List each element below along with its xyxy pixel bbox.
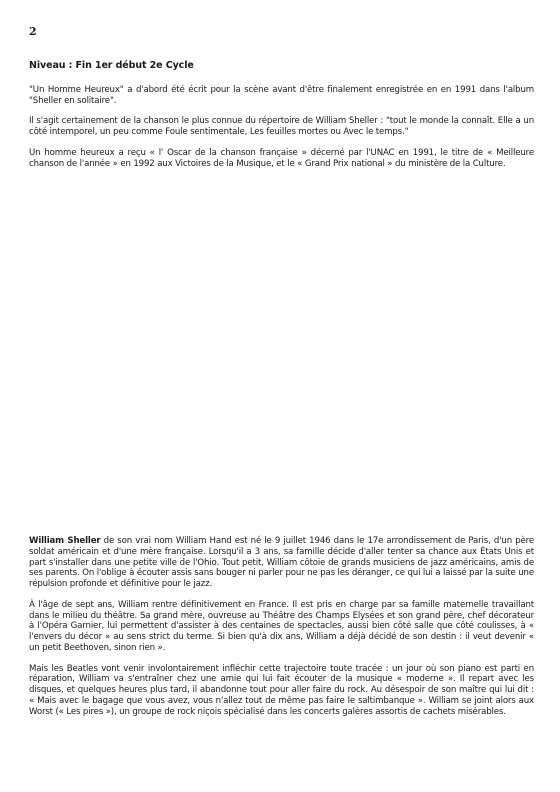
page-number: 2 <box>29 25 37 38</box>
bio-paragraph <box>29 536 534 590</box>
intro-paragraph: Un homme heureux a reçu « l' Oscar de la chanson française » décerné par l'UNAC en 1991, le titre de « Meilleure chanson de l'année » en 1992 aux Victoires de la Musique, et le « Grand Prix national » du ministère de la Culture. <box>29 147 534 169</box>
biography-section <box>29 536 534 727</box>
level-heading: Niveau : Fin 1er début 2e Cycle <box>29 60 194 71</box>
intro-paragraph: "Un Homme Heureux" a d'abord été écrit pour la scène avant d'être finalement enregistrée en en 1991 dans l'album "Sheller en solitaire". <box>29 85 534 106</box>
intro-section <box>29 85 534 179</box>
bio-paragraph: Mais les Beatles vont venir involontairement infléchir cette trajectoire toute tracée : un jour où son piano est parti en réparation, William va s'entraîner chez une amie qui lui fait écouter de la musique « moderne ». Il repart avec les disques, et quelques heures plus tard, il abandonne tout pour aller faire du rock. Au désespoir de son maître qui lui dit : « Mais avec le bagage que vous avez, vous n'allez tout de même pas faire le saltimbanque ». William se joint alors aux Worst (« Les pires »), un groupe de rock niçois spécialisé dans les concerts galères assortis de cachets misérables. <box>29 663 534 717</box>
bio-paragraph-text: de son vrai nom William Hand est né le 9 juillet 1946 dans le 17e arrondissement de Paris, d'un père soldat américain et d'une mère française. Lorsqu'il a 3 ans, sa famille décide d'aller tenter sa chance aux États Unis et part s'installer dans une petite ville de l'Ohio. Tout petit, William côtoie de grands musiciens de jazz américains, amis de ses parents. On l'oblige à écouter assis sans bouger ni parler pour ne pas les déranger, ce qui lui a laissé par la suite une répulsion profonde et définitive pour le jazz. <box>29 536 534 590</box>
artist-name: William Sheller <box>29 536 101 546</box>
intro-paragraph: Il s'agit certainement de la chanson le plus connue du répertoire de William Sheller : "tout le monde la connaît. Elle a un côté intemporel, un peu comme Foule sentimentale, Les feuilles mortes ou Avec le temps." <box>29 116 534 138</box>
bio-paragraph: À l'âge de sept ans, William rentre définitivement en France. Il est pris en charge par sa famille maternelle travaillant dans le milieu du théâtre. Sa grand mère, ouvreuse au Théâtre des Champs Elysées et son grand père, chef décorateur à l'Opéra Garnier, lui permettent d'assister à des centaines de spectacles, aussi bien côté salle que côté coulisses, à « l'envers du décor » au sens strict du terme. Si bien qu'à dix ans, William a déjà décidé de son destin : il veut devenir « un petit Beethoven, sinon rien ». <box>29 599 534 653</box>
